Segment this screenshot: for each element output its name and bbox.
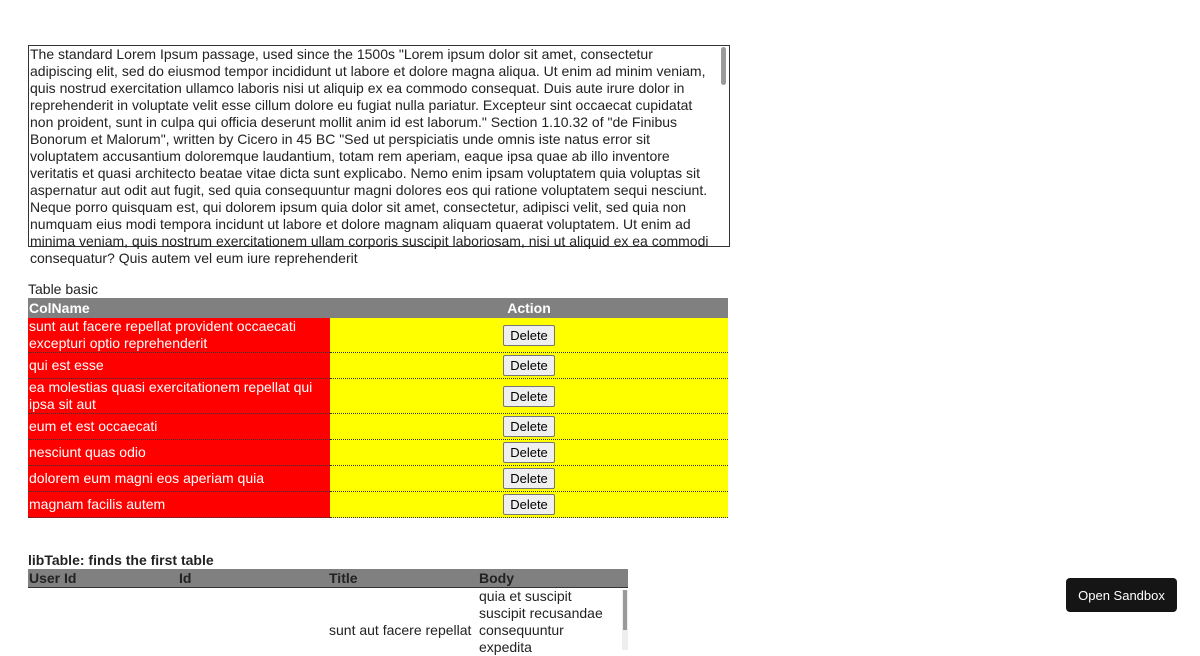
row-name: dolorem eum magni eos aperiam quia xyxy=(28,466,330,492)
row-name: magnam facilis autem xyxy=(28,492,330,518)
lib-table-header-row xyxy=(28,569,628,588)
table-row xyxy=(28,492,728,518)
title-header: Title xyxy=(328,569,478,588)
body-scroll-thumb[interactable] xyxy=(623,590,627,630)
table-basic xyxy=(28,298,728,518)
row-name: ea molestias quasi exercitationem repellat qui ipsa sit aut xyxy=(28,379,330,414)
row-action-cell xyxy=(330,492,728,518)
table-row xyxy=(28,440,728,466)
colname-header: ColName xyxy=(28,298,330,318)
textarea-scroll-thumb[interactable] xyxy=(721,47,726,85)
title-cell: sunt aut facere repellat xyxy=(328,588,478,656)
delete-button[interactable]: Delete xyxy=(503,416,555,437)
row-action-cell xyxy=(330,318,728,353)
delete-button[interactable]: Delete xyxy=(503,355,555,376)
row-name: eum et est occaecati xyxy=(28,414,330,440)
lorem-textarea[interactable] xyxy=(28,45,730,247)
row-action-cell xyxy=(330,379,728,414)
lib-table xyxy=(28,569,628,656)
row-action-cell xyxy=(330,414,728,440)
table-row xyxy=(28,379,728,414)
user-id-cell xyxy=(28,588,178,656)
delete-button[interactable]: Delete xyxy=(503,468,555,489)
delete-button[interactable]: Delete xyxy=(503,442,555,463)
row-name: nesciunt quas odio xyxy=(28,440,330,466)
lib-table-row xyxy=(28,588,628,656)
body-cell[interactable] xyxy=(478,588,628,656)
delete-button[interactable]: Delete xyxy=(503,325,555,346)
textarea-scrollbar[interactable] xyxy=(720,46,728,246)
id-header: Id xyxy=(178,569,328,588)
delete-button[interactable]: Delete xyxy=(503,494,555,515)
table-header-row xyxy=(28,298,728,318)
lib-table-container xyxy=(28,569,628,630)
row-action-cell xyxy=(330,466,728,492)
body-header: Body xyxy=(478,569,628,588)
table-row xyxy=(28,466,728,492)
delete-button[interactable]: Delete xyxy=(503,386,555,407)
open-sandbox-button[interactable]: Open Sandbox xyxy=(1066,578,1177,612)
table-row xyxy=(28,318,728,353)
row-name: sunt aut facere repellat provident occaecati excepturi optio reprehenderit xyxy=(28,318,330,353)
id-cell xyxy=(178,588,328,656)
action-header: Action xyxy=(330,298,728,318)
row-name: qui est esse xyxy=(28,353,330,379)
body-scrollbar[interactable] xyxy=(622,590,628,650)
row-action-cell xyxy=(330,353,728,379)
textarea-content[interactable]: The standard Lorem Ipsum passage, used since the 1500s "Lorem ipsum dolor sit amet, consectetur adipiscing elit, sed do eiusmod tempor incididunt ut labore et dolore magna aliqua. Ut enim ad minim veniam, quis nostrud exercitation ullamco laboris nisi ut aliquip ex ea commodo consequat. Duis aute irure dolor in reprehenderit in voluptate velit esse cillum dolore eu fugiat nulla pariatur. Excepteur sint occaecat cupidatat non proident, sunt in culpa qui officia deserunt mollit anim id est laborum." Section 1.10.32 of "de Finibus Bonorum et Malorum", written by Cicero in 45 BC "Sed ut perspiciatis unde omnis iste natus error sit voluptatem accusantium doloremque laudantium, totam rem aperiam, eaque ipsa quae ab illo inventore veritatis et quasi architecto beatae vitae dicta sunt explicabo. Nemo enim ipsam voluptatem quia voluptas sit aspernatur aut odit aut fugit, sed quia consequuntur magni dolores eos qui ratione voluptatem sequi nesciunt. Neque porro quisquam est, qui dolorem ipsum quia dolor sit amet, consectetur, adipisci velit, sed quia non numquam eius modi tempora incidunt ut labore et dolore magnam aliquam quaerat voluptatem. Ut enim ad minima veniam, quis nostrum exercitationem ullam corporis suscipit laboriosam, nisi ut aliquid ex ea commodi consequatur? Quis autem vel eum iure reprehenderit xyxy=(29,46,729,267)
table-row xyxy=(28,414,728,440)
lib-table-title: libTable: finds the first table xyxy=(28,552,214,568)
user-id-header: User Id xyxy=(28,569,178,588)
row-action-cell xyxy=(330,440,728,466)
table-basic-caption: Table basic xyxy=(28,281,98,297)
table-row xyxy=(28,353,728,379)
body-text: quia et suscipit suscipit recusandae consequuntur expedita xyxy=(479,588,627,656)
